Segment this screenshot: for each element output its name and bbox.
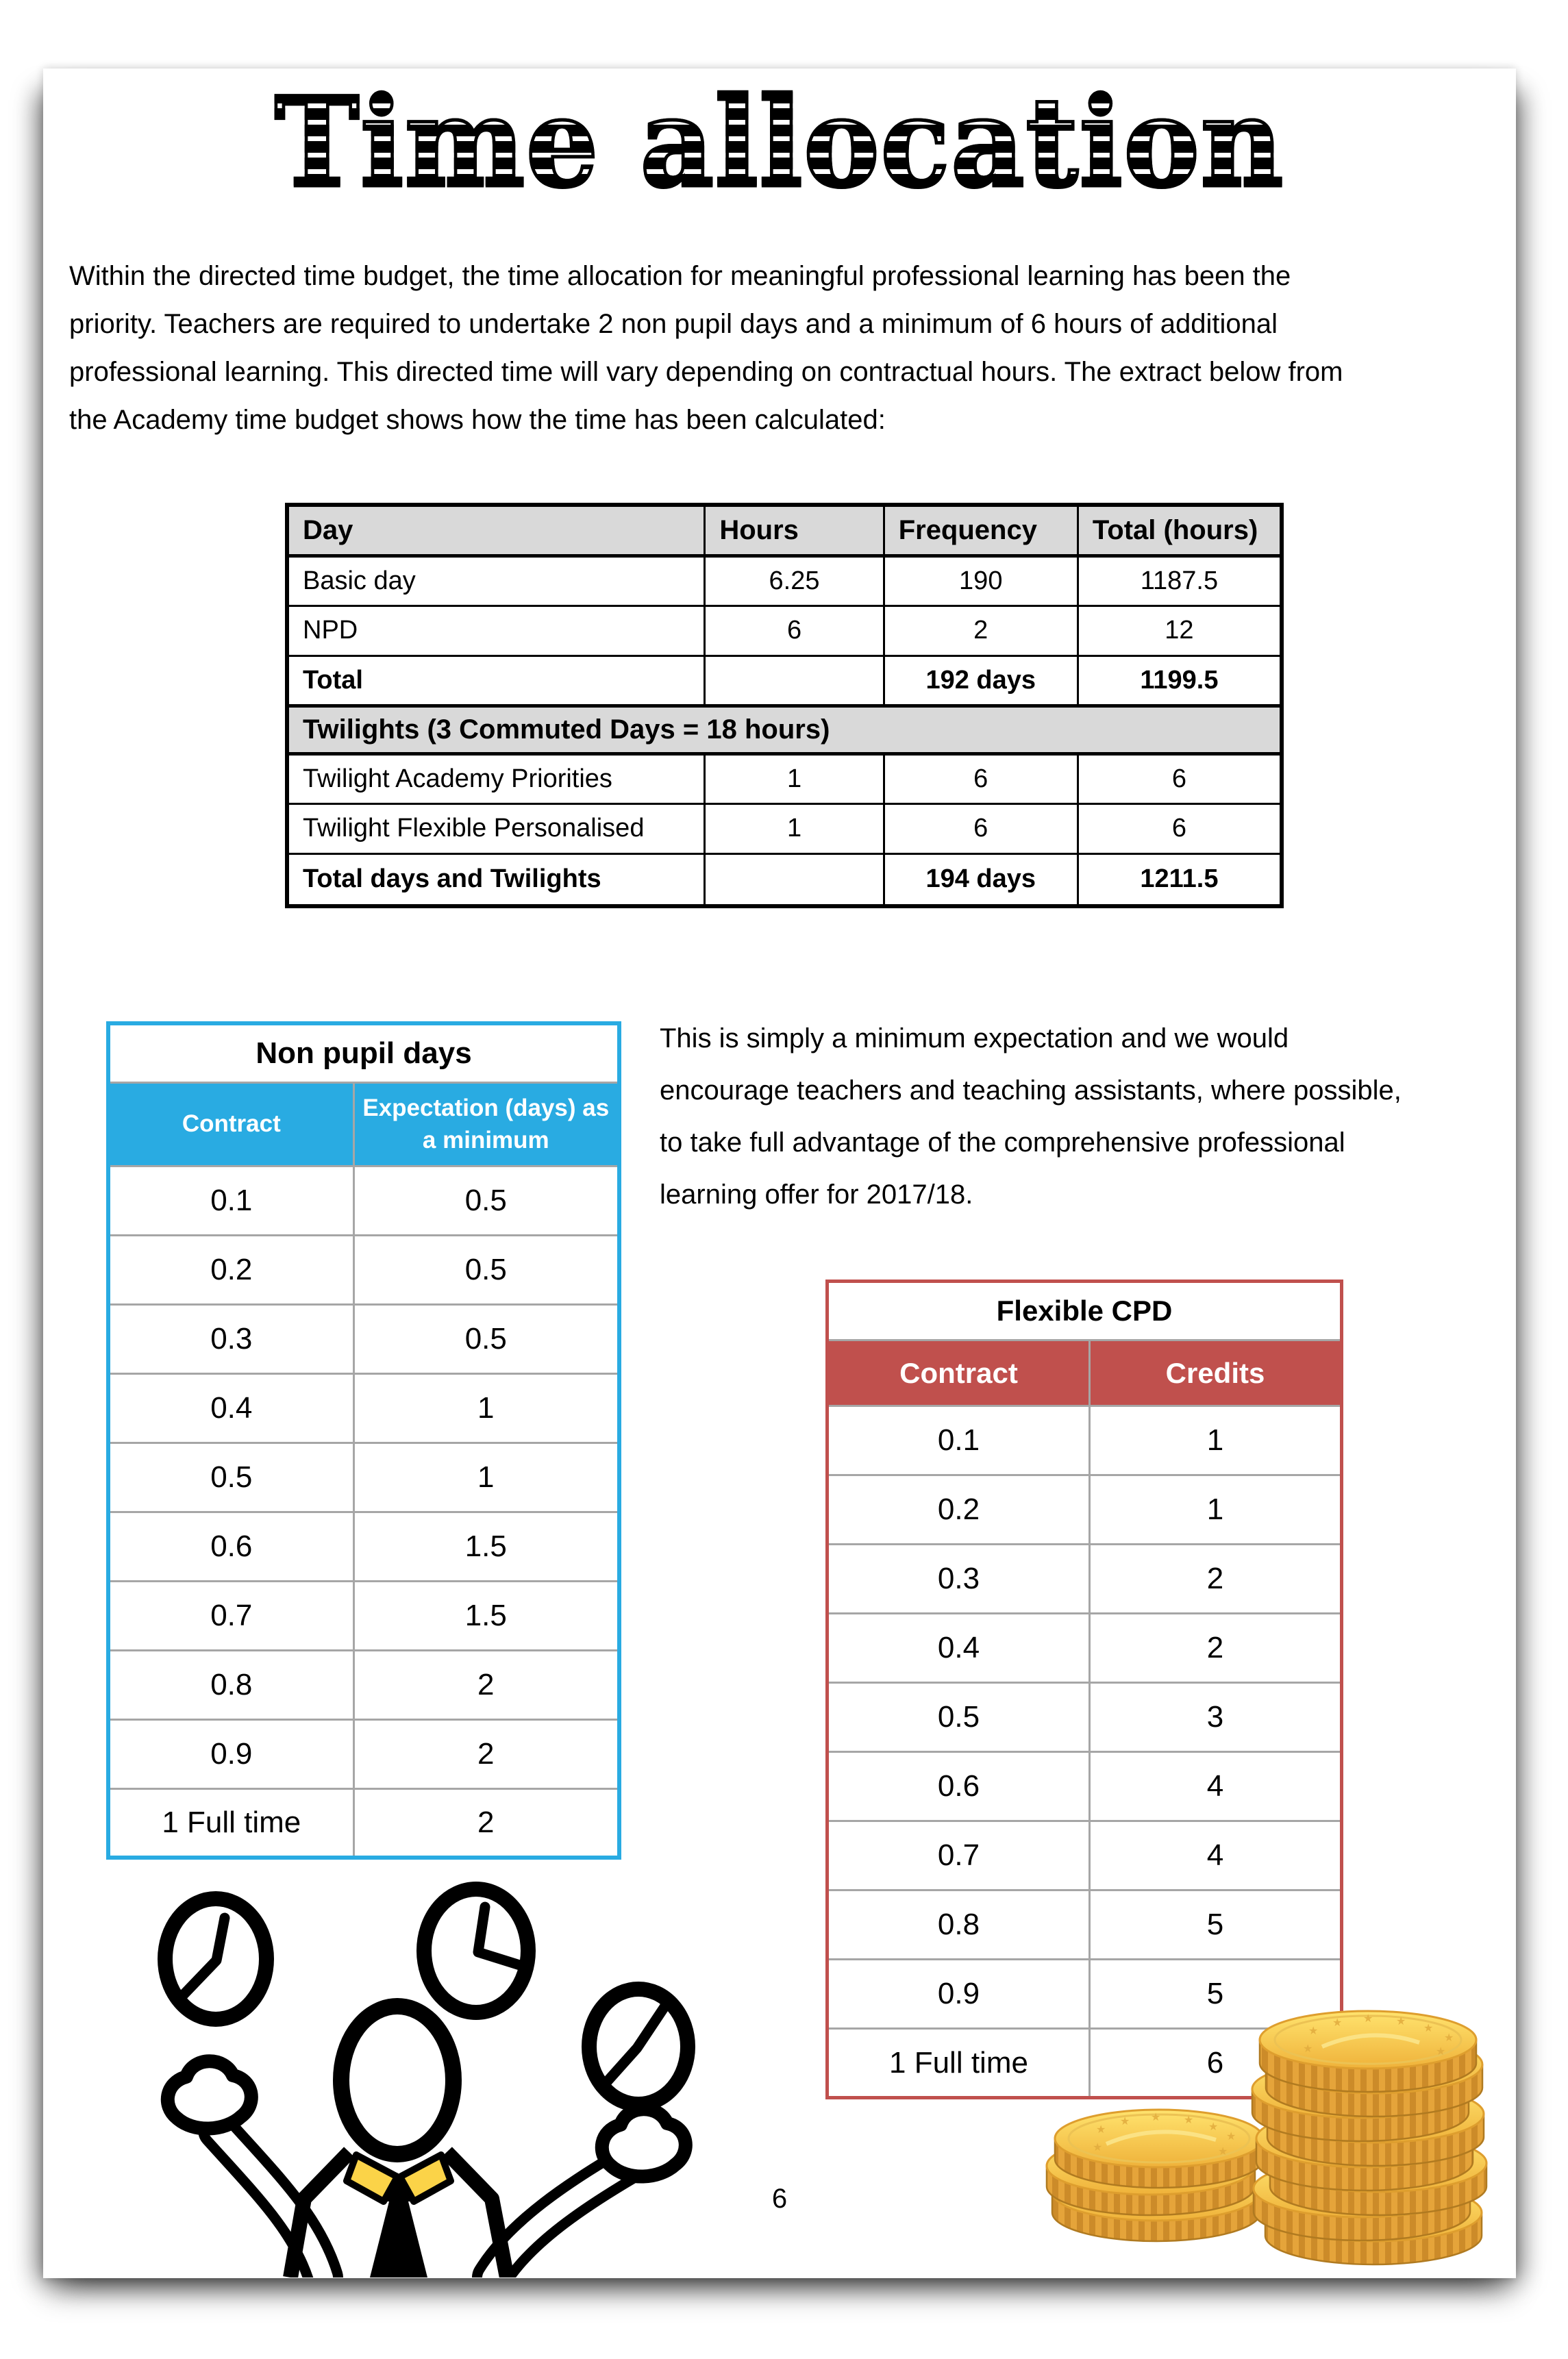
table-title-row — [827, 1282, 1342, 1340]
table-row — [827, 1475, 1342, 1545]
table-row — [108, 1373, 619, 1443]
page-number: 6 — [771, 2184, 788, 2214]
table-cell: 1.5 — [353, 1512, 619, 1581]
table-cell: 0.1 — [108, 1166, 353, 1235]
table-row — [827, 1821, 1342, 1890]
table-cell: 1 — [353, 1443, 619, 1512]
table-cell: 1 Full time — [108, 1788, 353, 1858]
table-row — [827, 1683, 1342, 1752]
svg-text:★: ★ — [1151, 2110, 1161, 2123]
table-cell — [705, 656, 884, 706]
svg-text:★: ★ — [1423, 2021, 1434, 2034]
gold-coins-illustration — [1028, 1986, 1493, 2278]
svg-text:★: ★ — [1303, 2042, 1313, 2055]
table-cell: Total days and Twilights — [287, 853, 705, 906]
table-cell: 6 — [884, 803, 1078, 853]
table-row — [827, 1890, 1342, 1960]
svg-text:★: ★ — [1444, 2031, 1454, 2044]
svg-text:★: ★ — [1208, 2120, 1219, 2133]
paragraph-line: professional learning. This directed time will vary depending on contractual hours. The extract below from — [69, 357, 1343, 387]
table-row — [108, 1304, 619, 1373]
table-cell: Total — [287, 656, 705, 706]
table-cell: 6 — [1090, 2029, 1342, 2098]
table-header-row — [287, 505, 1282, 556]
column-header: Total (hours) — [1078, 505, 1282, 556]
table-cell: 3 — [1090, 1683, 1342, 1752]
table-cell: 4 — [1090, 1821, 1342, 1890]
table-cell: 12 — [1078, 606, 1282, 656]
paragraph-line: encourage teachers and teaching assistants, where possible, — [660, 1075, 1402, 1106]
table-cell: 0.3 — [108, 1304, 353, 1373]
table-cell: 0.8 — [827, 1890, 1090, 1960]
table-cell: 0.8 — [108, 1650, 353, 1719]
table-cell: Basic day — [287, 556, 705, 606]
section-row — [287, 706, 1282, 753]
table-cell: 2 — [884, 606, 1078, 656]
table-cell: 0.1 — [827, 1406, 1090, 1475]
table-row — [108, 1512, 619, 1581]
table-cell: 2 — [353, 1788, 619, 1858]
table-cell: 0.5 — [353, 1166, 619, 1235]
table-cell: NPD — [287, 606, 705, 656]
table-row — [108, 1443, 619, 1512]
table-row — [287, 606, 1282, 656]
table-cell: 0.5 — [108, 1443, 353, 1512]
table-cell: 6 — [705, 606, 884, 656]
column-header: Expectation (days) as a minimum — [353, 1082, 619, 1166]
table-row — [287, 656, 1282, 706]
time-budget-table — [285, 503, 1284, 908]
table-cell: 1 Full time — [827, 2029, 1090, 2098]
paragraph-line: priority. Teachers are required to undertake 2 non pupil days and a minimum of 6 hours of additional — [69, 309, 1278, 339]
column-header: Contract — [827, 1340, 1090, 1406]
table-cell: 0.6 — [108, 1512, 353, 1581]
table-cell: 0.5 — [353, 1235, 619, 1304]
table-cell: 0.6 — [827, 1752, 1090, 1821]
svg-text:★: ★ — [1184, 2113, 1194, 2126]
clock-icon — [424, 1889, 528, 2012]
table-row — [827, 1614, 1342, 1683]
table-title-row — [108, 1023, 619, 1082]
table-cell: 2 — [353, 1719, 619, 1788]
coin-stack-large — [1252, 2011, 1486, 2264]
document-page — [43, 68, 1516, 2278]
table-cell: 0.2 — [108, 1235, 353, 1304]
table-cell: 0.2 — [827, 1475, 1090, 1545]
table-row — [827, 1406, 1342, 1475]
person-juggling-clocks-illustration — [96, 1878, 699, 2277]
table-row — [108, 1166, 619, 1235]
paragraph-line: to take full advantage of the comprehensive professional — [660, 1127, 1345, 1158]
flexible-cpd-table — [825, 1280, 1343, 2099]
table-cell: 0.5 — [827, 1683, 1090, 1752]
table-cell: 2 — [353, 1650, 619, 1719]
table-cell: 0.9 — [108, 1719, 353, 1788]
table-row — [287, 803, 1282, 853]
table-header-row — [827, 1340, 1342, 1406]
table-cell: 0.4 — [108, 1373, 353, 1443]
paragraph-line: This is simply a minimum expectation and we would — [660, 1023, 1289, 1053]
coin-stack-small — [1047, 2110, 1263, 2241]
clock-icon — [589, 1989, 688, 2104]
table-cell: Twilight Academy Priorities — [287, 753, 705, 803]
svg-text:★: ★ — [1308, 2024, 1319, 2037]
column-header: Frequency — [884, 505, 1078, 556]
intro-paragraph — [69, 252, 1343, 444]
table-cell: Twilight Flexible Personalised — [287, 803, 705, 853]
table-cell: 0.3 — [827, 1545, 1090, 1614]
column-header: Credits — [1090, 1340, 1342, 1406]
table-cell: 6 — [884, 753, 1078, 803]
svg-text:★: ★ — [1096, 2123, 1106, 2136]
table-cell: 6 — [1078, 803, 1282, 853]
table-row — [287, 853, 1282, 906]
clock-icon — [165, 1899, 266, 2019]
table-row — [287, 753, 1282, 803]
table-cell: 0.7 — [108, 1581, 353, 1650]
table-cell: 1 — [1090, 1406, 1342, 1475]
table-cell: 1 — [705, 803, 884, 853]
paragraph-line: learning offer for 2017/18. — [660, 1180, 973, 1210]
table-cell: 1.5 — [353, 1581, 619, 1650]
table-cell: 1187.5 — [1078, 556, 1282, 606]
side-paragraph — [660, 1012, 1402, 1221]
svg-text:★: ★ — [1363, 2012, 1373, 2025]
table-cell: 190 — [884, 556, 1078, 606]
column-header: Day — [287, 505, 705, 556]
table-cell: 1 — [353, 1373, 619, 1443]
table-header-row — [108, 1082, 619, 1166]
svg-text:★: ★ — [1332, 2016, 1343, 2029]
table-cell: 194 days — [884, 853, 1078, 906]
table-cell: 4 — [1090, 1752, 1342, 1821]
svg-text:★: ★ — [1396, 2014, 1406, 2027]
table-row — [108, 1235, 619, 1304]
column-header: Contract — [108, 1082, 353, 1166]
svg-text:★: ★ — [1218, 2145, 1228, 2158]
svg-text:★: ★ — [1120, 2114, 1130, 2127]
table-row — [108, 1719, 619, 1788]
table-row — [827, 1545, 1342, 1614]
page-title: Time allocation — [102, 75, 1457, 211]
table-cell: 1 — [705, 753, 884, 803]
table-cell: 5 — [1090, 1960, 1342, 2029]
table-cell: 1 — [1090, 1475, 1342, 1545]
table-cell: 0.4 — [827, 1614, 1090, 1683]
table-cell: 2 — [1090, 1614, 1342, 1683]
table-cell: 0.9 — [827, 1960, 1090, 2029]
table-row — [108, 1788, 619, 1858]
table-title: Non pupil days — [108, 1023, 619, 1082]
column-header: Hours — [705, 505, 884, 556]
svg-text:★: ★ — [1226, 2130, 1236, 2143]
table-row — [108, 1581, 619, 1650]
table-row — [287, 556, 1282, 606]
table-cell: 0.7 — [827, 1821, 1090, 1890]
mitten-hand — [168, 2061, 251, 2128]
non-pupil-days-table — [106, 1021, 621, 1860]
table-cell: 5 — [1090, 1890, 1342, 1960]
table-row — [827, 1752, 1342, 1821]
svg-text:★: ★ — [1436, 2045, 1446, 2058]
mitten-hand — [602, 2109, 686, 2176]
table-title: Flexible CPD — [827, 1282, 1342, 1340]
section-label: Twilights (3 Commuted Days = 18 hours) — [287, 706, 1282, 753]
paragraph-line: Within the directed time budget, the time allocation for meaningful professional learning has been the — [69, 261, 1291, 291]
table-cell — [705, 853, 884, 906]
paragraph-line: the Academy time budget shows how the time has been calculated: — [69, 405, 886, 435]
table-cell: 192 days — [884, 656, 1078, 706]
table-cell: 1211.5 — [1078, 853, 1282, 906]
table-cell: 1199.5 — [1078, 656, 1282, 706]
table-cell: 6.25 — [705, 556, 884, 606]
table-cell: 6 — [1078, 753, 1282, 803]
table-cell: 2 — [1090, 1545, 1342, 1614]
svg-text:★: ★ — [1093, 2140, 1103, 2154]
table-row — [108, 1650, 619, 1719]
table-cell: 0.5 — [353, 1304, 619, 1373]
